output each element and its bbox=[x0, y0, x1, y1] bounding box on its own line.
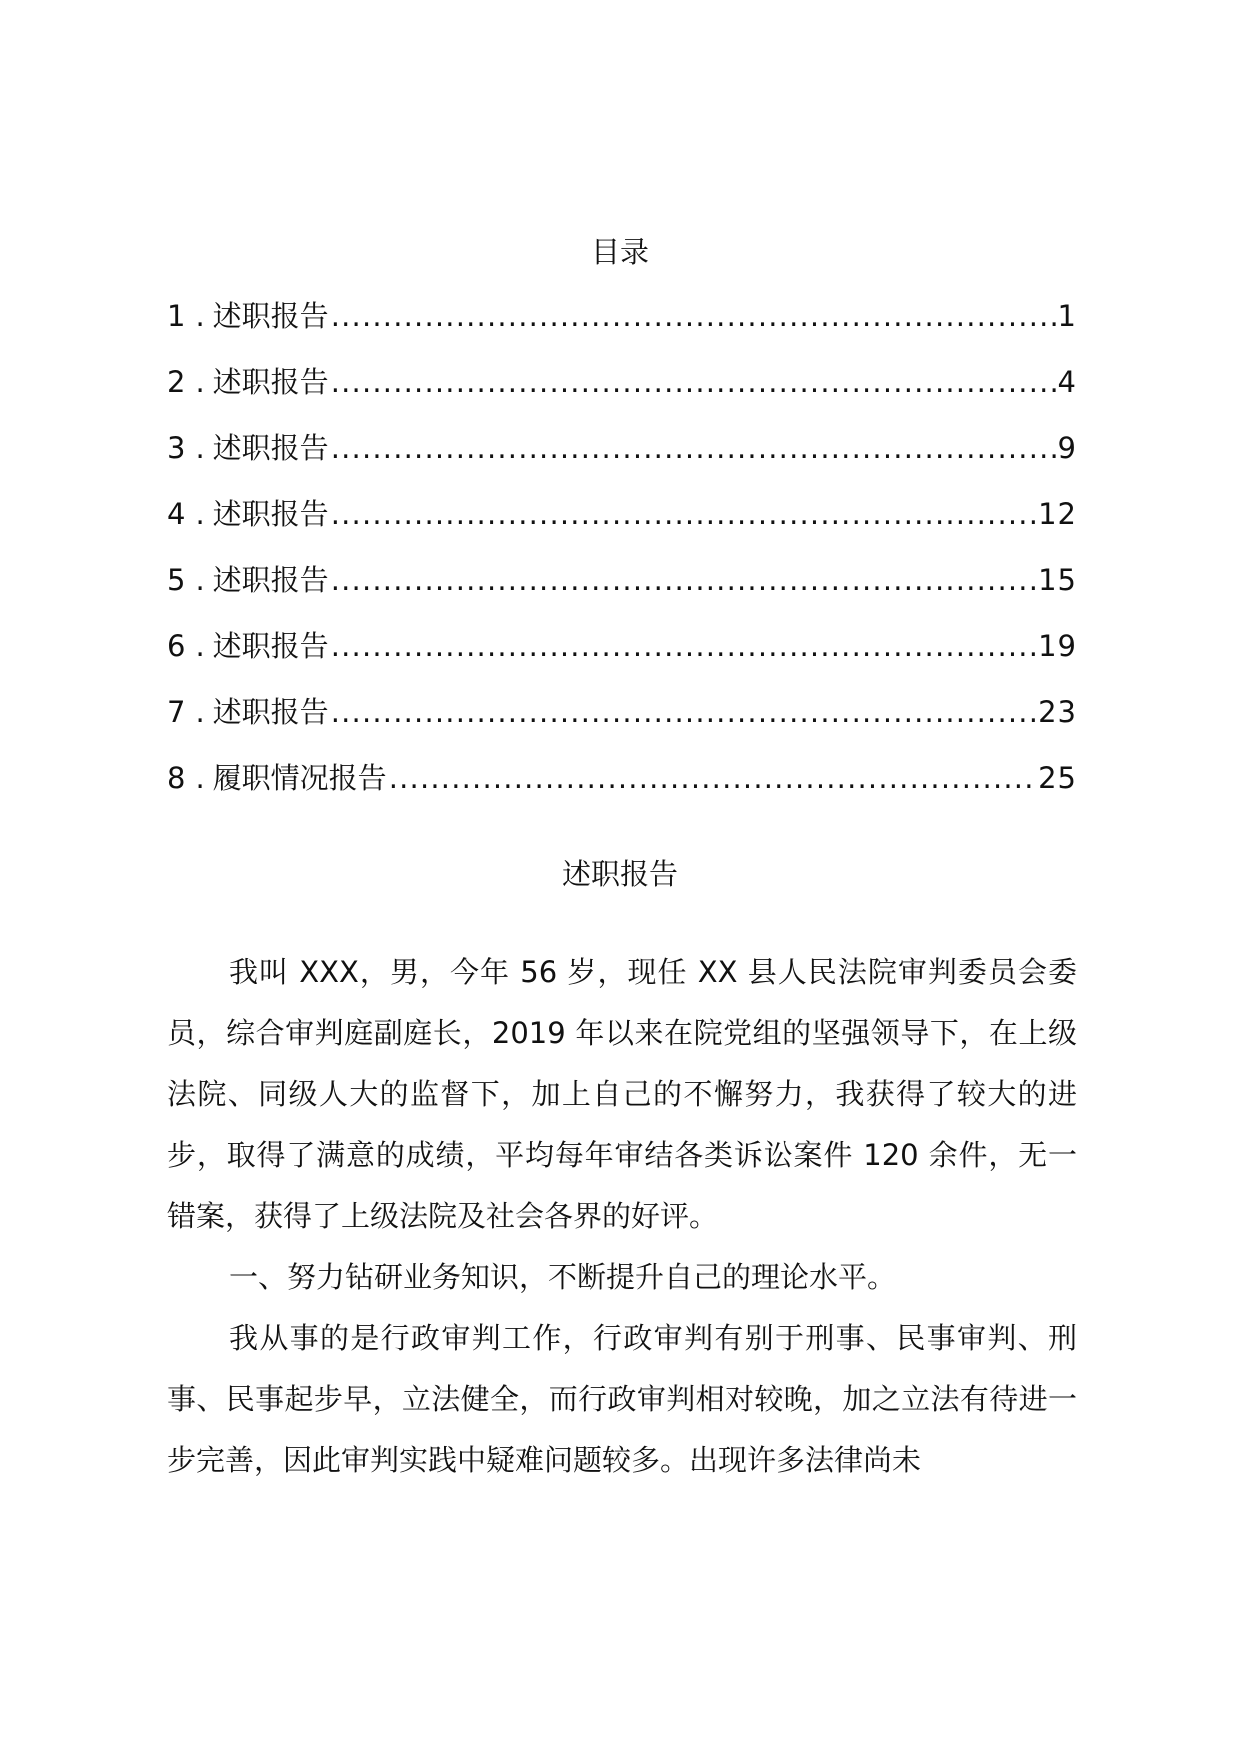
toc-entry-page: 1 bbox=[1057, 299, 1077, 333]
toc-entry[interactable] bbox=[167, 296, 1077, 362]
toc-entry[interactable] bbox=[167, 494, 1077, 560]
toc-entry-page: 9 bbox=[1057, 431, 1077, 465]
toc-entry[interactable] bbox=[167, 758, 1077, 824]
toc-entry-label: 述职报告 bbox=[212, 695, 329, 729]
toc-entry-separator: . bbox=[195, 497, 205, 531]
toc-entry-label: 述职报告 bbox=[212, 629, 329, 663]
toc-dot-leader bbox=[331, 362, 1056, 402]
toc-entry-number: 1 bbox=[167, 299, 186, 333]
toc-entry-separator: . bbox=[195, 431, 205, 465]
toc-entry-page: 19 bbox=[1038, 629, 1077, 663]
toc-entry-number: 7 bbox=[167, 695, 186, 729]
toc-entry-separator: . bbox=[195, 365, 205, 399]
toc-entry-separator: . bbox=[195, 629, 205, 663]
toc-entry[interactable] bbox=[167, 428, 1077, 494]
toc-entry-number: 5 bbox=[167, 563, 186, 597]
toc-entry-number: 8 bbox=[167, 761, 186, 795]
toc-entry-page: 12 bbox=[1038, 497, 1077, 531]
toc-dot-leader bbox=[389, 758, 1036, 798]
toc-entry[interactable] bbox=[167, 626, 1077, 692]
toc-dot-leader bbox=[331, 428, 1056, 468]
toc-dot-leader bbox=[331, 494, 1036, 534]
table-of-contents bbox=[167, 296, 1077, 824]
toc-entry[interactable] bbox=[167, 362, 1077, 428]
toc-entry-separator: . bbox=[195, 695, 205, 729]
body-paragraph: 我从事的是行政审判工作，行政审判有别于刑事、民事审判、刑事、民事起步早，立法健全，而行政审判相对较晚，加之立法有待进一步完善，因此审判实践中疑难问题较多。出现许多法律尚未 bbox=[167, 1321, 1077, 1477]
toc-entry-page: 23 bbox=[1038, 695, 1077, 729]
toc-entry-number: 4 bbox=[167, 497, 186, 531]
section-heading: 一、努力钻研业务知识，不断提升自己的理论水平。 bbox=[229, 1260, 897, 1294]
toc-entry-label: 述职报告 bbox=[212, 431, 329, 465]
toc-entry-number: 2 bbox=[167, 365, 186, 399]
body-paragraph: 我叫 XXX，男，今年 56 岁，现任 XX 县人民法院审判委员会委员，综合审判庭副庭长，2019 年以来在院党组的坚强领导下，在上级法院、同级人大的监督下，加上自己的不懈努力，我获得了较大的进步，取得了满意的成绩，平均每年审结各类诉讼案件 120 余件，无一错案，获得了上级法院及社会各界的好评。 bbox=[167, 955, 1077, 1233]
toc-dot-leader bbox=[331, 560, 1036, 600]
toc-entry-separator: . bbox=[195, 761, 205, 795]
toc-entry-number: 3 bbox=[167, 431, 186, 465]
toc-entry-separator: . bbox=[195, 299, 205, 333]
toc-entry-label: 述职报告 bbox=[212, 563, 329, 597]
toc-title: 目录 bbox=[590, 235, 649, 269]
document-title: 述职报告 bbox=[561, 857, 678, 891]
document-body bbox=[167, 942, 1077, 1491]
toc-entry[interactable] bbox=[167, 692, 1077, 758]
toc-entry-number: 6 bbox=[167, 629, 186, 663]
toc-entry-label: 述职报告 bbox=[212, 365, 329, 399]
toc-entry-page: 25 bbox=[1038, 761, 1077, 795]
toc-entry-label: 述职报告 bbox=[212, 299, 329, 333]
toc-entry-page: 15 bbox=[1038, 563, 1077, 597]
toc-entry-label: 履职情况报告 bbox=[212, 761, 387, 795]
toc-dot-leader bbox=[331, 626, 1036, 666]
toc-dot-leader bbox=[331, 296, 1056, 336]
toc-entry-page: 4 bbox=[1057, 365, 1077, 399]
toc-dot-leader bbox=[331, 692, 1036, 732]
toc-entry[interactable] bbox=[167, 560, 1077, 626]
toc-entry-separator: . bbox=[195, 563, 205, 597]
toc-entry-label: 述职报告 bbox=[212, 497, 329, 531]
